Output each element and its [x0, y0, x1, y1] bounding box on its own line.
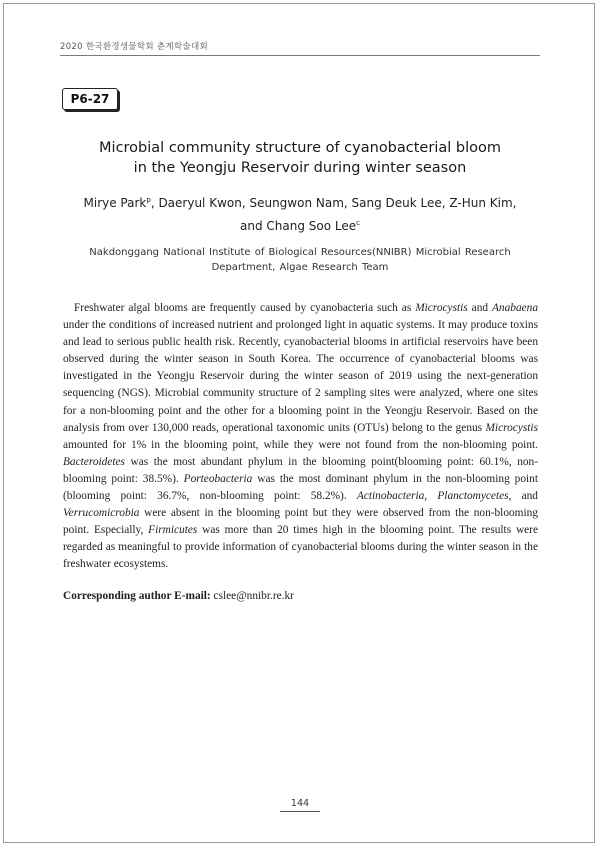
affiliation: [60, 245, 540, 275]
corresponding-email: cslee@nnibr.re.kr: [213, 590, 294, 602]
taxon-name: Porteobacteria: [183, 472, 253, 485]
page-number-rule: [280, 811, 320, 812]
title-line-2: in the Yeongju Reservoir during winter season: [133, 160, 467, 176]
corresponding-author-mark: c: [356, 219, 360, 227]
abstract-text: , and: [508, 490, 538, 503]
running-header: 2020 한국환경생물학회 춘계학술대회: [60, 42, 208, 52]
abstract-text: was the most abundant phylum in the blooming point(blooming point: 60.1%, non-blooming point: 38.5%).: [63, 455, 538, 485]
abstract-text: under the conditions of increased nutrient and prolonged light in aquatic systems. It may produce toxins and lead to serious public health risk. Recently, cyanobacterial blooms in artificial reservoirs have been observed during the winter season in South Korea. The occurrence of cyanobacterial blooms was investigated in the Yeongju Reservoir during the winter season of 2019 using the next-generation sequencing (NGS). Microbial community structure of 2 sampling sites were analyzed, where one sites for a non-blooming point and the other for a blooming point in the Yeongju Reservoir. Based on the analysis from over 130,000 reads, operational taxonomic units (OTUs) belong to the genus: [63, 319, 538, 434]
taxon-name: Verrucomicrobia: [63, 507, 140, 520]
poster-id-badge: P6-27: [62, 88, 118, 110]
corresponding-author: and Chang Soo Lee: [240, 219, 357, 233]
taxon-name: Microcystis: [485, 421, 538, 434]
corresponding-label: Corresponding author E-mail:: [63, 590, 211, 602]
abstract-text: was more than 20 times high in the blooming point. The results were regarded as meaningful to provide information of cyanobacterial blooms during the winter season in the freshwater ecosystems.: [63, 524, 538, 571]
taxon-name: Actinobacteria: [356, 490, 425, 503]
taxon-name: Planctomycetes: [437, 490, 509, 503]
abstract-text: was the most dominant phylum in the non-blooming point (blooming point: 36.7%, non-blooming point: 58.2%).: [63, 472, 538, 503]
abstract-text: ,: [424, 490, 438, 503]
author-line-1: [60, 190, 540, 213]
affiliation-line-1: Nakdonggang National Institute of Biological Resources(NNIBR) Microbial Research: [89, 247, 511, 258]
abstract-paragraph: [63, 300, 538, 574]
abstract-text: Freshwater algal blooms are frequently caused by cyanobacteria such as: [74, 302, 416, 314]
taxon-name: Firmicutes: [148, 524, 198, 537]
author-line-2: [60, 213, 540, 236]
title-line-1: Microbial community structure of cyanobacterial bloom: [99, 140, 501, 156]
abstract-text: amounted for 1% in the blooming point, while they were not found from the non-blooming point.: [63, 438, 538, 451]
header-rule: [60, 55, 540, 56]
affiliation-line-2: Department, Algae Research Team: [211, 262, 389, 273]
author-list: [60, 190, 540, 236]
abstract: [63, 300, 538, 574]
corresponding-author-line: [63, 590, 538, 602]
abstract-text: were absent in the blooming point but they were observed from the non-blooming point. Especially,: [63, 507, 538, 537]
presenting-author: Mirye Park: [83, 196, 147, 210]
taxon-name: Bacteroidetes: [63, 455, 125, 468]
coauthors: , Daeryul Kwon, Seungwon Nam, Sang Deuk Lee, Z-Hun Kim,: [150, 196, 517, 210]
taxon-name: Anabaena: [492, 302, 538, 314]
abstract-text: and: [467, 302, 492, 314]
paper-title: [60, 138, 540, 178]
taxon-name: Microcystis: [415, 302, 468, 314]
page-number: 144: [290, 798, 310, 809]
presenting-author-mark: p: [146, 196, 151, 204]
